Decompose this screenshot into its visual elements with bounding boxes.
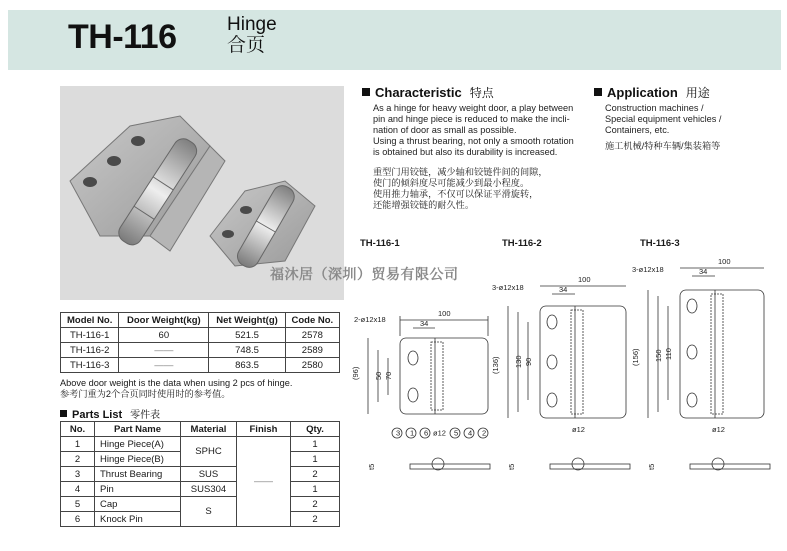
drawing-th-116-3 <box>648 268 770 470</box>
bullet-square-icon <box>60 410 67 417</box>
drawing-th-116-1 <box>368 316 490 470</box>
table-row <box>61 482 340 497</box>
table-cell: 2589 <box>285 343 339 358</box>
table-header: Qty. <box>291 422 340 437</box>
dim-total-height: (136) <box>491 356 500 374</box>
drawing-label-3: TH-116-3 <box>640 238 680 249</box>
table-cell: 748.5 <box>209 343 285 358</box>
finish-cell: —— <box>237 437 291 527</box>
table-cell: Hinge Piece(A) <box>95 437 181 452</box>
table-cell: TH-116-3 <box>61 358 119 373</box>
table-row <box>61 497 340 512</box>
table-cell: TH-116-1 <box>61 328 119 343</box>
table-cell: 1 <box>291 482 340 497</box>
table-cell: 2 <box>291 497 340 512</box>
dim-height-1: 130 <box>514 355 523 368</box>
table-cell: Pin <box>95 482 181 497</box>
table-cell: 2578 <box>285 328 339 343</box>
material-cell: SUS <box>181 467 237 482</box>
table-cell: 60 <box>119 328 209 343</box>
material-cell: SUS304 <box>181 482 237 497</box>
note-en: Above door weight is the data when using 2 pcs of hinge. <box>60 378 293 388</box>
application-text <box>605 103 721 152</box>
table-header: Model No. <box>61 313 119 328</box>
bullet-square-icon <box>362 88 370 96</box>
characteristic-text-en <box>373 103 574 158</box>
table-cell: 1 <box>291 452 340 467</box>
characteristic-heading <box>362 84 494 101</box>
product-title <box>227 14 277 56</box>
text-line: Special equipment vehicles / <box>605 114 722 124</box>
table-header-row <box>61 313 340 328</box>
callout-label: 2 <box>482 428 487 438</box>
dim-hole: 3-ø12x18 <box>632 265 664 274</box>
parts-heading-en: Parts List <box>72 409 123 421</box>
dim-pin: ø12 <box>572 425 585 434</box>
table-header: Part Name <box>95 422 181 437</box>
callout-label: 3 <box>396 428 401 438</box>
dim-height-2: 90 <box>524 357 533 366</box>
table-cell: —— <box>119 358 209 373</box>
text-line: As a hinge for heavy weight door, a play between <box>373 103 574 113</box>
text-line: Construction machines / <box>605 103 704 113</box>
characteristic-text-cn <box>373 167 548 211</box>
table-cell: Hinge Piece(B) <box>95 452 181 467</box>
text-line: 还能增强铰链的耐久性。 <box>373 200 475 210</box>
table-cell: —— <box>119 343 209 358</box>
parts-heading-cn: 零件表 <box>130 410 161 421</box>
model-table <box>60 312 340 373</box>
parts-table <box>60 421 340 527</box>
application-heading-en: Application <box>607 85 678 100</box>
dim-total-height: (96) <box>351 366 360 380</box>
text-line: is obtained but also its durability is increased. <box>373 147 558 157</box>
table-cell: Thrust Bearing <box>95 467 181 482</box>
text-line: 重型门用铰链，减少轴和铰链件间的间隙， <box>373 167 548 177</box>
table-cell: 4 <box>61 482 95 497</box>
dim-height-1: 150 <box>654 349 663 362</box>
callout-label: 6 <box>424 428 429 438</box>
model-title: TH-116 <box>68 18 177 56</box>
text-line: Using a thrust bearing, not only a smooth rotation <box>373 136 574 146</box>
note-cn: 参考门重为2个合页同时使用时的参考值。 <box>60 389 231 399</box>
table-header: Net Weight(g) <box>209 313 285 328</box>
callout-label: ø12 <box>433 428 446 438</box>
material-cell: SPHC <box>181 437 237 467</box>
characteristic-heading-en: Characteristic <box>375 85 462 100</box>
text-line: 使门的倾斜度尽可能减少到最小程度。 <box>373 178 530 188</box>
text-line: Containers, etc. <box>605 125 670 135</box>
table-row <box>61 467 340 482</box>
callout-label: 5 <box>454 428 459 438</box>
header-banner <box>8 10 781 70</box>
table-cell: 2 <box>61 452 95 467</box>
table-cell: Cap <box>95 497 181 512</box>
table-cell: 2 <box>291 512 340 527</box>
drawing-label-2: TH-116-2 <box>502 238 542 249</box>
table-cell: TH-116-2 <box>61 343 119 358</box>
text-line: nation of door as small as possible. <box>373 125 517 135</box>
table-cell: 2580 <box>285 358 339 373</box>
dim-width: 100 <box>578 275 591 284</box>
callout-label: 1 <box>410 428 415 438</box>
material-cell: S <box>181 497 237 527</box>
bullet-square-icon <box>594 88 602 96</box>
dim-height-1: 50 <box>374 371 383 380</box>
table-cell: 1 <box>291 437 340 452</box>
characteristic-heading-cn: 特点 <box>469 86 494 100</box>
text-line: 施工机械/特种车辆/集装箱等 <box>605 141 721 151</box>
table-header: Finish <box>237 422 291 437</box>
text-line: pin and hinge piece is reduced to make the incli- <box>373 114 570 124</box>
dim-thickness: t5 <box>647 463 656 470</box>
table-header: Code No. <box>285 313 339 328</box>
table-cell: 863.5 <box>209 358 285 373</box>
title-cn: 合页 <box>227 35 266 56</box>
table-cell: 6 <box>61 512 95 527</box>
application-heading <box>594 84 710 101</box>
dim-thickness: t5 <box>507 463 516 470</box>
dim-height-2: 110 <box>664 348 673 360</box>
title-en: Hinge <box>227 14 277 35</box>
dim-hole: 3-ø12x18 <box>492 283 524 292</box>
drawing-th-116-2 <box>508 286 630 470</box>
table-cell: 3 <box>61 467 95 482</box>
table-row <box>61 328 340 343</box>
table-row <box>61 343 340 358</box>
table-header: No. <box>61 422 95 437</box>
callout-label: 4 <box>468 428 473 438</box>
table-header: Material <box>181 422 237 437</box>
dim-total-height: (156) <box>631 348 640 366</box>
table-cell: 5 <box>61 497 95 512</box>
parts-list-heading <box>60 406 160 421</box>
dim-thickness: t5 <box>367 463 376 470</box>
dim-pin: ø12 <box>712 425 725 434</box>
table-header-row <box>61 422 340 437</box>
dim-hole: 2-ø12x18 <box>354 315 386 324</box>
dim-inner: 34 <box>559 285 568 294</box>
dim-inner: 34 <box>420 319 429 328</box>
table-cell: Knock Pin <box>95 512 181 527</box>
door-weight-note <box>60 378 292 400</box>
dim-inner: 34 <box>699 267 708 276</box>
text-line: 使用推力轴承，不仅可以保证平滑旋转， <box>373 189 539 199</box>
dim-width: 100 <box>438 309 451 318</box>
technical-drawings <box>340 250 780 500</box>
table-row <box>61 358 340 373</box>
watermark-text: 福沐居（深圳）贸易有限公司 <box>270 267 459 283</box>
dim-width: 100 <box>718 257 731 266</box>
table-cell: 521.5 <box>209 328 285 343</box>
dim-height-2: 70 <box>384 371 393 380</box>
table-row <box>61 437 340 452</box>
drawing-label-1: TH-116-1 <box>360 238 400 249</box>
table-cell: 1 <box>61 437 95 452</box>
table-header: Door Weight(kg) <box>119 313 209 328</box>
application-heading-cn: 用途 <box>685 86 710 100</box>
table-cell: 2 <box>291 467 340 482</box>
